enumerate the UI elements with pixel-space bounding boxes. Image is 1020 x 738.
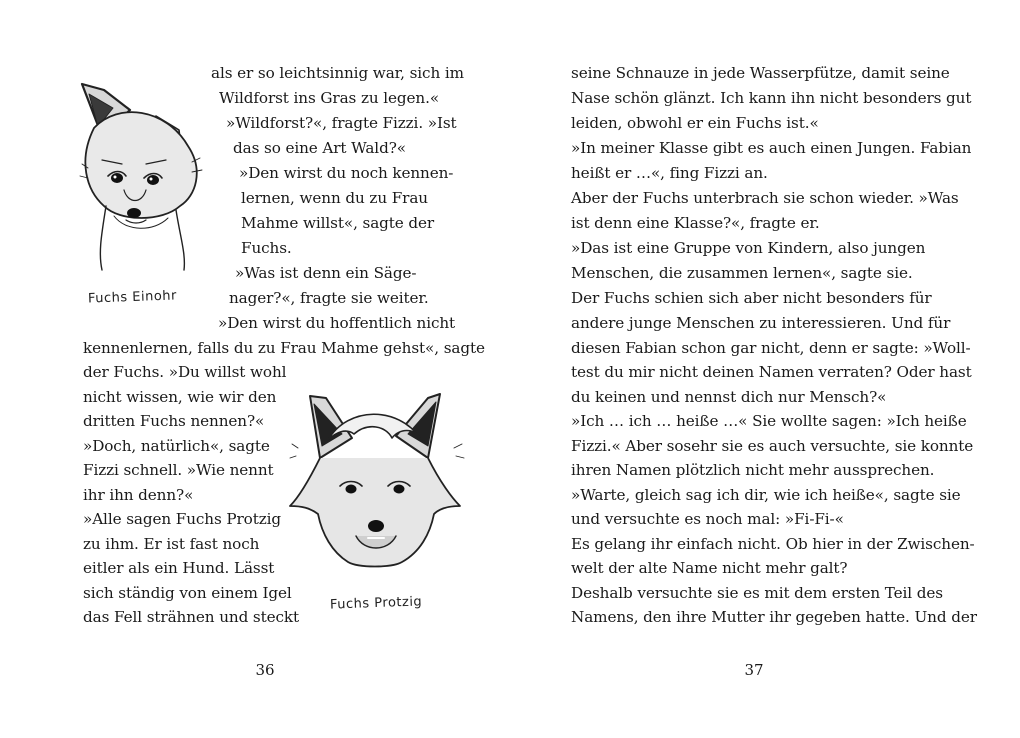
right-line-14: du keinen und nennst dich nur Mensch?«	[571, 388, 887, 406]
fox-protzig-illustration	[288, 388, 466, 590]
right-line-7: ist denn eine Klasse?«, fragte er.	[571, 214, 820, 232]
left-line-3: »Wildforst?«, fragte Fizzi. »Ist	[226, 114, 457, 132]
right-line-5: heißt er …«, fing Fizzi an.	[571, 164, 768, 182]
right-line-12: diesen Fabian schon gar nicht, denn er sagte: »Woll-	[571, 339, 971, 357]
left-line-1: als er so leichtsinnig war, sich im	[211, 64, 464, 82]
left-line-21: eitler als ein Hund. Lässt	[83, 559, 275, 577]
left-line-2: Wildforst ins Gras zu legen.«	[219, 89, 440, 107]
right-line-16: Fizzi.« Aber sosehr sie es auch versuchte, sie konnte	[571, 437, 974, 455]
fox-protzig-caption: Fuchs Protzig	[329, 594, 423, 613]
right-line-1: seine Schnauze in jede Wasserpfütze, damit seine	[571, 64, 950, 82]
left-line-7: Mahme willst«, sagte der	[241, 214, 435, 232]
right-line-9: Menschen, die zusammen lernen«, sagte sie.	[571, 264, 913, 282]
right-line-22: Deshalb versuchte sie es mit dem ersten Teil des	[571, 584, 943, 602]
right-line-4: »In meiner Klasse gibt es auch einen Jungen. Fabian	[571, 139, 972, 157]
right-line-3: leiden, obwohl er ein Fuchs ist.«	[571, 114, 819, 132]
left-line-22: sich ständig von einem Igel	[83, 584, 292, 602]
right-line-19: und versuchte es noch mal: »Fi-Fi-«	[571, 510, 844, 528]
right-line-11: andere junge Menschen zu interessieren. Und für	[571, 314, 951, 332]
left-line-9: »Was ist denn ein Säge-	[235, 264, 417, 282]
left-line-15: dritten Fuchs nennen?«	[83, 412, 265, 430]
right-line-17: ihren Namen plötzlich nicht mehr aussprechen.	[571, 461, 935, 479]
page-number-left: 36	[255, 661, 275, 679]
fox-einohr-illustration	[64, 72, 210, 278]
left-line-8: Fuchs.	[241, 239, 292, 257]
left-line-16: »Doch, natürlich«, sagte	[83, 437, 270, 455]
left-line-17: Fizzi schnell. »Wie nennt	[83, 461, 274, 479]
right-line-8: »Das ist eine Gruppe von Kindern, also jungen	[571, 239, 926, 257]
left-line-23: das Fell strähnen und steckt	[83, 608, 300, 626]
left-line-14: nicht wissen, wie wir den	[83, 388, 277, 406]
right-line-23: Namens, den ihre Mutter ihr gegeben hatte. Und der	[571, 608, 977, 626]
right-line-20: Es gelang ihr einfach nicht. Ob hier in der Zwischen-	[571, 535, 975, 553]
fox-einohr-caption: Fuchs Einohr	[87, 288, 178, 307]
left-line-5: »Den wirst du noch kennen-	[239, 164, 454, 182]
right-line-2: Nase schön glänzt. Ich kann ihn nicht besonders gut	[571, 89, 972, 107]
right-page	[510, 0, 1020, 738]
left-line-12: kennenlernen, falls du zu Frau Mahme gehst«, sagte	[83, 339, 485, 357]
page-number-right: 37	[744, 661, 764, 679]
left-line-20: zu ihm. Er ist fast noch	[83, 535, 260, 553]
left-line-18: ihr ihn denn?«	[83, 486, 194, 504]
right-line-21: welt der alte Name nicht mehr galt?	[571, 559, 848, 577]
right-line-13: test du mir nicht deinen Namen verraten? Oder hast	[571, 363, 972, 381]
left-line-4: das so eine Art Wald?«	[233, 139, 406, 157]
right-line-18: »Warte, gleich sag ich dir, wie ich heiße«, sagte sie	[571, 486, 961, 504]
left-line-13: der Fuchs. »Du willst wohl	[83, 363, 287, 381]
right-line-10: Der Fuchs schien sich aber nicht besonders für	[571, 289, 932, 307]
left-line-6: lernen, wenn du zu Frau	[241, 189, 428, 207]
right-line-6: Aber der Fuchs unterbrach sie schon wieder. »Was	[571, 189, 959, 207]
left-line-19: »Alle sagen Fuchs Protzig	[83, 510, 281, 528]
left-line-11: »Den wirst du hoffentlich nicht	[218, 314, 456, 332]
right-line-15: »Ich … ich … heiße …« Sie wollte sagen: »Ich heiße	[571, 412, 967, 430]
left-line-10: nager?«, fragte sie weiter.	[229, 289, 429, 307]
